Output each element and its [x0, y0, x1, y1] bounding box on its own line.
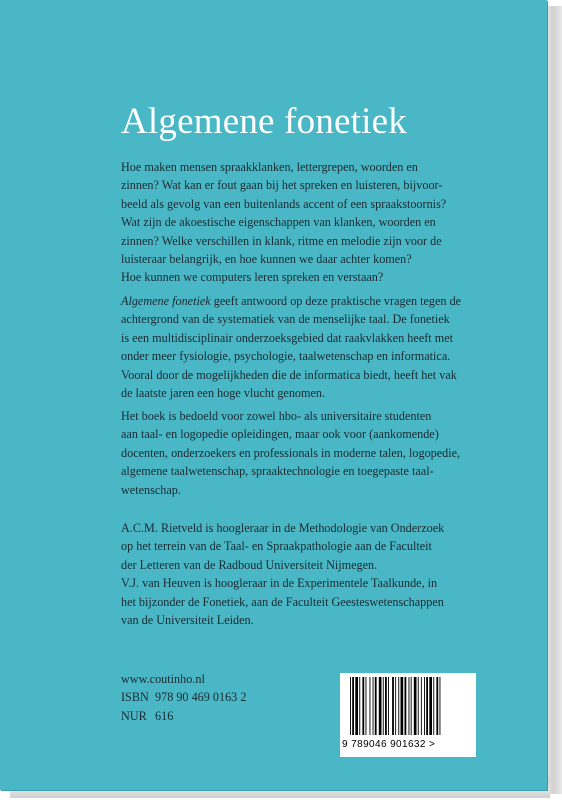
text-line: de laatste jaren een hoge vlucht genomen. [121, 386, 326, 401]
barcode-bar [379, 677, 382, 735]
paragraph-questions [121, 158, 476, 287]
barcode-bar [352, 677, 354, 735]
barcode-bar [401, 677, 404, 735]
barcode-bar [370, 677, 371, 735]
book-title: Algemene fonetiek [121, 101, 407, 142]
text-fragment: geeft antwoord op deze praktische vragen tegen de [210, 294, 462, 308]
barcode-bar [383, 677, 384, 735]
text-line: docenten, onderzoekers en professionals in moderne talen, logopedie, [121, 445, 461, 460]
text-line: op het terrein van de Taal- en Spraakpathologie aan de Faculteit [121, 539, 432, 554]
text-line: V.J. van Heuven is hoogleraar in de Experimentele Taalkunde, in [121, 576, 438, 591]
isbn-label: ISBN [121, 690, 149, 705]
barcode-bar [411, 677, 412, 735]
text-line: achtergrond van de systematiek van de menselijke taal. De fonetiek [121, 312, 450, 327]
text-line: zinnen? Welke verschillen in klank, ritme en melodie zijn voor de [121, 233, 442, 248]
text-line: aan taal- en logopedie opleidingen, maar ook voor (aankomende) [121, 427, 439, 442]
barcode-bar [421, 677, 422, 735]
text-line: is een multidisciplinair onderzoeksgebied dat raakvlakken heeft met [121, 330, 453, 345]
paragraph-description [121, 292, 476, 402]
text-line: Wat zijn de akoestische eigenschappen van klanken, woorden en [121, 215, 436, 230]
text-line: wetenschap. [121, 482, 181, 497]
barcode-bar [385, 677, 387, 735]
text-line: luisteraar belangrijk, en hoe kunnen we daar achter komen? [121, 252, 412, 267]
barcode-bar [405, 677, 407, 735]
text-line: A.C.M. Rietveld is hoogleraar in de Methodologie van Onderzoek [121, 521, 445, 535]
barcode-bar [388, 677, 389, 735]
barcode-bar [429, 677, 432, 735]
nur-value: 616 [155, 708, 174, 723]
barcode-bar [392, 677, 394, 735]
barcode-bar [433, 677, 434, 735]
barcode-bar [375, 677, 377, 735]
barcode-bar [366, 677, 367, 735]
text-line: het bijzonder de Fonetiek, aan de Faculteit Geesteswetenschappen [121, 594, 444, 609]
barcode-bar [355, 677, 358, 735]
text-line: Vooral door de mogelijkheden die de informatica biedt, heeft het vak [121, 367, 457, 382]
text-line: Hoe kunnen we computers leren spreken en verstaan? [121, 270, 384, 285]
italic-title: Algemene fonetiek [121, 294, 211, 308]
barcode-bar [414, 677, 417, 735]
barcode [340, 673, 476, 757]
barcode-bar [362, 677, 364, 735]
barcode-bar [440, 677, 441, 735]
text-line: zinnen? Wat kan er fout gaan bij het spreken en luisteren, bijvoor- [121, 178, 443, 193]
nur-label: NUR [121, 708, 147, 723]
barcode-bars-icon [348, 677, 468, 739]
text-line: beeld als gevolg van een buitenlands accent of een spraakstoornis? [121, 196, 447, 211]
paragraph-authors [121, 519, 476, 629]
text-line [121, 292, 476, 310]
text-line: van de Universiteit Leiden. [121, 613, 254, 628]
barcode-bar [424, 677, 425, 735]
barcode-bar [373, 677, 374, 735]
text-line: onder meer fysiologie, psychologie, taalwetenschap en informatica. [121, 349, 451, 364]
barcode-bar [359, 677, 360, 735]
text-line: der Letteren van de Radboud Universiteit Nijmegen. [121, 557, 378, 572]
isbn-value: 978 90 469 0163 2 [155, 690, 247, 705]
barcode-bar [398, 677, 399, 735]
barcode-bar [426, 677, 428, 735]
text-line: Hoe maken mensen spraakklanken, lettergrepen, woorden en [121, 160, 418, 174]
barcode-bar [395, 677, 396, 735]
barcode-bar [409, 677, 410, 735]
text-line: Het boek is bedoeld voor zowel hbo- als universitaire studenten [121, 409, 432, 423]
barcode-number: 9 789046 901632 > [342, 739, 436, 750]
publisher-website: www.coutinho.nl [121, 672, 205, 686]
barcode-bar [436, 677, 438, 735]
paragraph-audience [121, 407, 476, 499]
text-line: algemene taalwetenschap, spraaktechnologie en toegepaste taal- [121, 464, 434, 479]
barcode-bar [418, 677, 419, 735]
barcode-bar [350, 677, 351, 735]
